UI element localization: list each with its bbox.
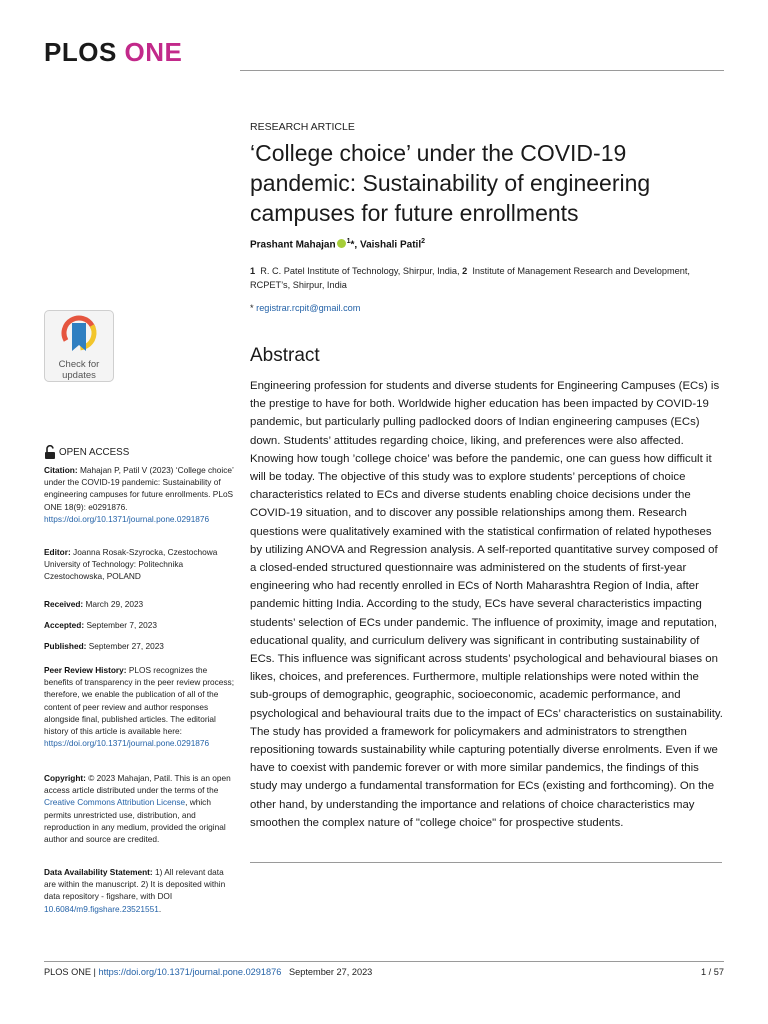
affil-text-1: R. C. Patel Institute of Technology, Shirpur, India, [260,266,460,276]
open-access-text: OPEN ACCESS [59,446,130,458]
received-date: March 29, 2023 [85,599,144,609]
license-link[interactable]: Creative Commons Attribution License [44,797,186,808]
abstract-heading: Abstract [250,345,320,366]
footer-journal: PLOS ONE | [44,967,99,977]
article-type: RESEARCH ARTICLE [250,121,355,133]
published-label: Published: [44,641,87,651]
corresponding-email [250,303,360,313]
author-name-1: Prashant Mahajan [250,239,336,251]
affil-number-1: 1 [250,266,256,276]
data-availability-label: Data Availability Statement: [44,867,153,877]
published-block [44,640,236,652]
peer-review-link[interactable]: https://doi.org/10.1371/journal.pone.0291876 [44,738,210,749]
author-list [250,238,425,250]
copyright-label: Copyright: [44,773,86,783]
received-label: Received: [44,599,84,609]
citation-doi-link[interactable]: https://doi.org/10.1371/journal.pone.0291876 [44,513,210,524]
corresponding-mark: *, [350,239,360,251]
page-number: 1 / 57 [701,967,724,977]
peer-review-block [44,664,236,749]
figshare-doi-link[interactable]: 10.6084/m9.figshare.23521551 [44,903,159,914]
email-link[interactable]: registrar.rcpit@gmail.com [256,303,361,313]
received-block [44,598,236,610]
copyright-block [44,772,236,845]
badge-line-1: Check for [58,359,100,370]
data-availability-block [44,866,236,915]
affil-text-2: Institute of Management Research and Development, RCPET’s, Shirpur, India [250,266,690,290]
peer-review-label: Peer Review History: [44,665,127,675]
page-footer [44,967,372,977]
email-mark: * [250,303,254,313]
article-title: ‘College choice’ under the COVID-19 pandemic: Sustainability of engineering campuses for future enrollments [250,140,651,226]
accepted-block [44,619,236,631]
footer-doi-link[interactable]: https://doi.org/10.1371/journal.pone.0291876 [98,967,282,977]
accepted-date: September 7, 2023 [86,620,158,630]
editor-label: Editor: [44,547,71,557]
author-affil-sup-2: 2 [421,238,426,245]
data-availability-text: 1) All relevant data are within the manuscript. 2) It is deposited within data repository - figshare, with DOI [44,867,226,902]
footer-date: September 27, 2023 [289,967,373,977]
open-access-label [44,445,129,459]
orcid-icon[interactable] [337,239,346,248]
copyright-text: © 2023 Mahajan, Patil. This is an open access article distributed under the terms of the [44,773,231,796]
bookmark-ribbon-icon [59,315,99,359]
badge-line-2: updates [62,370,96,381]
editor-text: Joanna Rosak-Szyrocka, Czestochowa University of Technology: Politechnika Czestochowska, POLAND [44,547,218,582]
affil-number-2: 2 [462,266,468,276]
peer-review-text: PLOS recognizes the benefits of transparency in the peer review process; therefore, we enable the publication of all of the content of peer review and author responses alongside final, published articles. The editorial history of this article is available here: [44,665,235,737]
citation-block [44,464,236,525]
author-name-2: Vaishali Patil [359,239,422,251]
published-date: September 27, 2023 [88,641,164,651]
logo-one: ONE [124,37,183,67]
header-divider [240,70,724,71]
abstract-divider [250,862,722,863]
citation-text: Mahajan P, Patil V (2023) ‘College choice’ under the COVID-19 pandemic: Sustainability of engineering campuses for future enrollments. PLoS ONE 18(9): e0291876. [44,465,234,512]
logo-plos: PLOS [44,37,117,67]
editor-block [44,546,236,583]
open-lock-icon [44,445,56,459]
check-for-updates-badge[interactable] [44,310,114,382]
copyright-text-end: , which permits unrestricted use, distribution, and reproduction in any medium, provided the original author and source are credited. [44,797,226,845]
footer-divider [44,961,724,962]
data-availability-end: . [158,903,162,914]
accepted-label: Accepted: [44,620,85,630]
journal-logo [44,37,182,68]
affiliations [250,264,720,292]
citation-label: Citation: [44,465,78,475]
author-affil-sup-1: 1 [346,238,351,245]
abstract-body: Engineering profession for students and diverse students for Engineering Campuses (ECs) is the prestige to have for both. Worldwide higher education has been impacted by COVID-19 pandemic, but particularly pulling padlocked doors of Indian engineering campuses (ECs) down. Students’ attitudes regarding choice, liking, and preferences were also affected. Knowing how tough ’college choice’ was before the pandemic, one can guess how difficult it will be today. The objective of this study was to explore students’ perceptions of choice characteristics related to ECs and diverse students enabling choice decisions under the COVID-19 situation, and to discover any possible relationships among them. Research questions were qualitatively examined with the statistical confirmation of related hypotheses by utilizing ANOVA and Regression analysis. A self-reported quantitative survey composed of a closed-ended structured questionnaire was administered on the students of first-year engineering who had recently enrolled in ECs of North Maharashtra Region of India, after pandemic hitting India. According to the study, ECs have several characteristics impacting students’ selection of ECs under pandemic. The influence of proximity, image and reputation, educational quality, and curriculum delivery was significant in contributing sustainability of ECs. This influence was significant across students’ psychological and behavioural biases on likes, choices, and preferences. Furthermore, multiple relationships were noted within the sub-groups of demographic, geographic, socioeconomic, academic performance, and psychological and behavioural traits due to the impact of ECs’ characteristics on sustainability. The study has provided a framework for policymakers and administrators to strengthen repositioning towards sustainability while capturing potentially diverse enrolments. Even if we have to coexist with pandemic forever or with more similar pandemics, the findings of this study may undergo a fundamental transformation for ECs (existing and forthcoming). On the other hand, by understanding the importance and relations of choice characteristics may smoothen the complex nature of "college choice" for prospective students. [250,380,723,829]
